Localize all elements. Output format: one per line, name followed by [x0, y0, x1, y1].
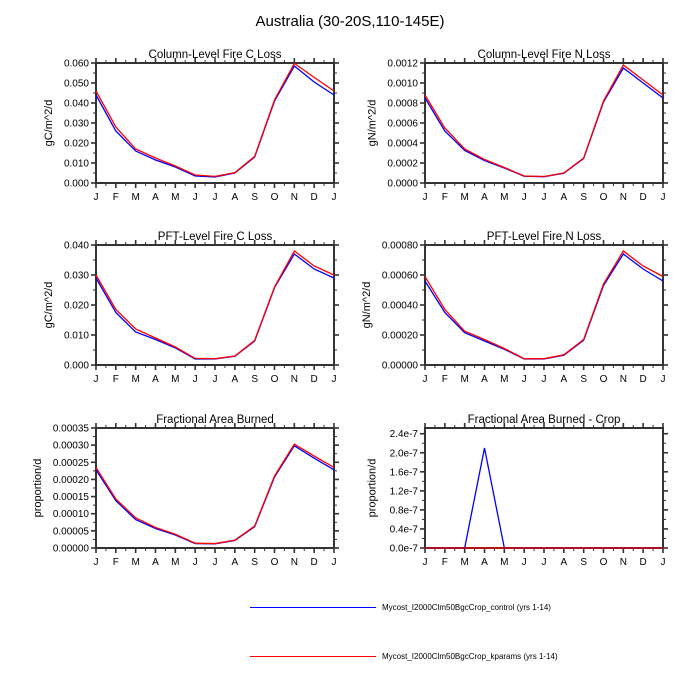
svg-text:0.0008: 0.0008	[387, 98, 418, 110]
svg-text:S: S	[251, 557, 259, 568]
legend-item-kparams	[250, 652, 558, 661]
svg-text:J: J	[422, 557, 428, 568]
subplot-pft-fire-n-loss	[329, 229, 679, 389]
page-title: Australia (30-20S,110-145E)	[255, 13, 445, 30]
svg-text:A: A	[231, 374, 239, 385]
svg-text:M: M	[500, 192, 509, 203]
svg-text:J: J	[660, 374, 666, 385]
svg-text:D: D	[639, 557, 647, 568]
svg-text:0.000: 0.000	[63, 178, 89, 190]
svg-text:gN/m^2/d: gN/m^2/d	[360, 281, 373, 329]
fractional-area-burned-chart	[0, 412, 350, 572]
svg-text:proportion/d: proportion/d	[31, 458, 44, 518]
svg-text:M: M	[131, 192, 140, 203]
svg-text:M: M	[500, 374, 509, 385]
svg-text:D: D	[310, 374, 318, 385]
legend-label-control: Mycost_I2000Clm50BgcCrop_control (yrs 1-14)	[382, 603, 551, 612]
svg-text:J: J	[541, 557, 547, 568]
svg-text:J: J	[521, 557, 527, 568]
legend-item-control	[250, 603, 551, 612]
svg-text:N: N	[290, 192, 298, 203]
svg-text:A: A	[560, 557, 568, 568]
svg-text:0.8e-7: 0.8e-7	[389, 505, 418, 517]
subplot-fractional-area-burned-crop	[329, 412, 679, 572]
svg-text:O: O	[599, 557, 608, 568]
svg-text:0.030: 0.030	[63, 118, 89, 130]
svg-text:J: J	[212, 192, 218, 203]
svg-text:J: J	[331, 374, 337, 385]
svg-text:gC/m^2/d: gC/m^2/d	[43, 281, 55, 329]
svg-text:0.040: 0.040	[63, 240, 89, 252]
svg-text:F: F	[112, 557, 119, 568]
svg-text:1.6e-7: 1.6e-7	[389, 467, 418, 479]
svg-text:M: M	[171, 557, 180, 568]
svg-text:0.020: 0.020	[63, 138, 89, 150]
svg-text:N: N	[619, 192, 627, 203]
svg-text:J: J	[660, 192, 666, 203]
svg-text:S: S	[580, 557, 588, 568]
svg-text:J: J	[331, 557, 337, 568]
svg-text:F: F	[112, 192, 119, 203]
column-fire-c-loss-chart	[0, 47, 350, 207]
svg-text:2.0e-7: 2.0e-7	[389, 448, 418, 460]
svg-text:0.00015: 0.00015	[52, 492, 89, 504]
svg-text:M: M	[460, 374, 469, 385]
svg-text:M: M	[171, 192, 180, 203]
svg-text:M: M	[500, 557, 509, 568]
svg-text:S: S	[251, 374, 259, 385]
svg-text:PFT-Level Fire N Loss: PFT-Level Fire N Loss	[486, 231, 602, 243]
svg-text:S: S	[580, 192, 588, 203]
subplot-column-fire-c-loss	[0, 47, 350, 207]
svg-text:A: A	[481, 557, 488, 568]
svg-text:N: N	[290, 557, 298, 568]
svg-text:J: J	[422, 192, 428, 203]
subplot-column-fire-n-loss	[329, 47, 679, 207]
legend-line-kparams-swatch	[250, 656, 376, 657]
svg-text:A: A	[481, 192, 488, 203]
svg-text:Fractional Area Burned: Fractional Area Burned	[156, 414, 274, 426]
svg-text:J: J	[521, 374, 527, 385]
svg-text:0.00080: 0.00080	[381, 240, 418, 252]
svg-text:D: D	[310, 557, 318, 568]
svg-text:J: J	[192, 192, 198, 203]
svg-text:F: F	[441, 557, 448, 568]
svg-text:A: A	[152, 374, 159, 385]
svg-text:O: O	[599, 192, 608, 203]
svg-text:Column-Level Fire C Loss: Column-Level Fire C Loss	[148, 49, 282, 61]
svg-text:0.00000: 0.00000	[381, 360, 418, 372]
svg-text:0.0002: 0.0002	[387, 158, 418, 170]
svg-text:0.0000: 0.0000	[387, 178, 418, 190]
svg-text:J: J	[331, 192, 337, 203]
svg-text:A: A	[481, 374, 488, 385]
svg-text:0.00020: 0.00020	[381, 330, 418, 342]
svg-text:M: M	[460, 192, 469, 203]
svg-text:0.020: 0.020	[63, 300, 89, 312]
svg-text:Column-Level Fire N Loss: Column-Level Fire N Loss	[477, 49, 611, 61]
svg-text:0.4e-7: 0.4e-7	[389, 524, 418, 536]
svg-text:0.0012: 0.0012	[387, 58, 418, 70]
svg-text:0.030: 0.030	[63, 270, 89, 282]
svg-text:0.040: 0.040	[63, 98, 89, 110]
svg-text:M: M	[171, 374, 180, 385]
svg-text:J: J	[192, 374, 198, 385]
svg-text:F: F	[112, 374, 119, 385]
svg-text:0.010: 0.010	[63, 158, 89, 170]
svg-text:D: D	[639, 192, 647, 203]
svg-text:J: J	[541, 192, 547, 203]
svg-text:N: N	[290, 374, 298, 385]
svg-text:0.00020: 0.00020	[52, 474, 89, 486]
svg-text:J: J	[422, 374, 428, 385]
svg-text:Fractional Area Burned - Crop: Fractional Area Burned - Crop	[467, 414, 621, 426]
svg-text:M: M	[460, 557, 469, 568]
legend-label-kparams: Mycost_I2000Clm50BgcCrop_kparams (yrs 1-14)	[382, 652, 558, 661]
svg-text:O: O	[270, 374, 279, 385]
svg-text:D: D	[310, 192, 318, 203]
svg-text:0.050: 0.050	[63, 78, 89, 90]
subplot-fractional-area-burned	[0, 412, 350, 572]
svg-text:N: N	[619, 374, 627, 385]
svg-text:0.00025: 0.00025	[52, 457, 89, 469]
svg-text:D: D	[639, 374, 647, 385]
svg-text:0.010: 0.010	[63, 330, 89, 342]
svg-text:A: A	[560, 374, 568, 385]
svg-text:0.00060: 0.00060	[381, 270, 418, 282]
svg-text:J: J	[212, 557, 218, 568]
svg-text:A: A	[231, 557, 239, 568]
svg-text:O: O	[270, 192, 279, 203]
subplot-pft-fire-c-loss	[0, 229, 350, 389]
svg-text:0.0006: 0.0006	[387, 118, 418, 130]
svg-text:O: O	[599, 374, 608, 385]
svg-text:0.00030: 0.00030	[52, 440, 89, 452]
svg-text:A: A	[560, 192, 568, 203]
svg-text:M: M	[131, 374, 140, 385]
svg-text:J: J	[660, 557, 666, 568]
column-fire-n-loss-chart	[329, 47, 679, 207]
svg-text:1.2e-7: 1.2e-7	[389, 486, 418, 498]
svg-text:proportion/d: proportion/d	[366, 458, 379, 518]
svg-text:J: J	[93, 374, 99, 385]
svg-text:S: S	[580, 374, 588, 385]
svg-text:0.0004: 0.0004	[387, 138, 418, 150]
svg-text:M: M	[131, 557, 140, 568]
svg-text:0.00035: 0.00035	[52, 423, 89, 435]
svg-text:2.4e-7: 2.4e-7	[389, 429, 418, 441]
svg-text:gN/m^2/d: gN/m^2/d	[366, 99, 379, 147]
svg-text:N: N	[619, 557, 627, 568]
fractional-area-burned-crop-chart	[329, 412, 679, 572]
svg-text:0.0e-7: 0.0e-7	[389, 543, 418, 555]
svg-text:J: J	[192, 557, 198, 568]
svg-text:F: F	[441, 192, 448, 203]
svg-text:0.00005: 0.00005	[52, 526, 89, 538]
svg-text:0.00010: 0.00010	[52, 509, 89, 521]
svg-text:J: J	[93, 557, 99, 568]
svg-text:A: A	[152, 557, 159, 568]
svg-text:PFT-Level Fire C Loss: PFT-Level Fire C Loss	[157, 231, 273, 243]
svg-text:S: S	[251, 192, 259, 203]
svg-text:F: F	[441, 374, 448, 385]
svg-text:0.000: 0.000	[63, 360, 89, 372]
svg-text:0.0010: 0.0010	[387, 78, 418, 90]
svg-text:gC/m^2/d: gC/m^2/d	[43, 99, 55, 147]
pft-fire-n-loss-chart	[329, 229, 679, 389]
svg-text:0.060: 0.060	[63, 58, 89, 70]
legend-line-control-swatch	[250, 607, 376, 608]
svg-text:J: J	[521, 192, 527, 203]
pft-fire-c-loss-chart	[0, 229, 350, 389]
svg-text:J: J	[93, 192, 99, 203]
svg-text:O: O	[270, 557, 279, 568]
svg-text:A: A	[152, 192, 159, 203]
svg-text:J: J	[541, 374, 547, 385]
svg-text:A: A	[231, 192, 239, 203]
svg-text:J: J	[212, 374, 218, 385]
svg-text:0.00000: 0.00000	[52, 543, 89, 555]
svg-text:0.00040: 0.00040	[381, 300, 418, 312]
